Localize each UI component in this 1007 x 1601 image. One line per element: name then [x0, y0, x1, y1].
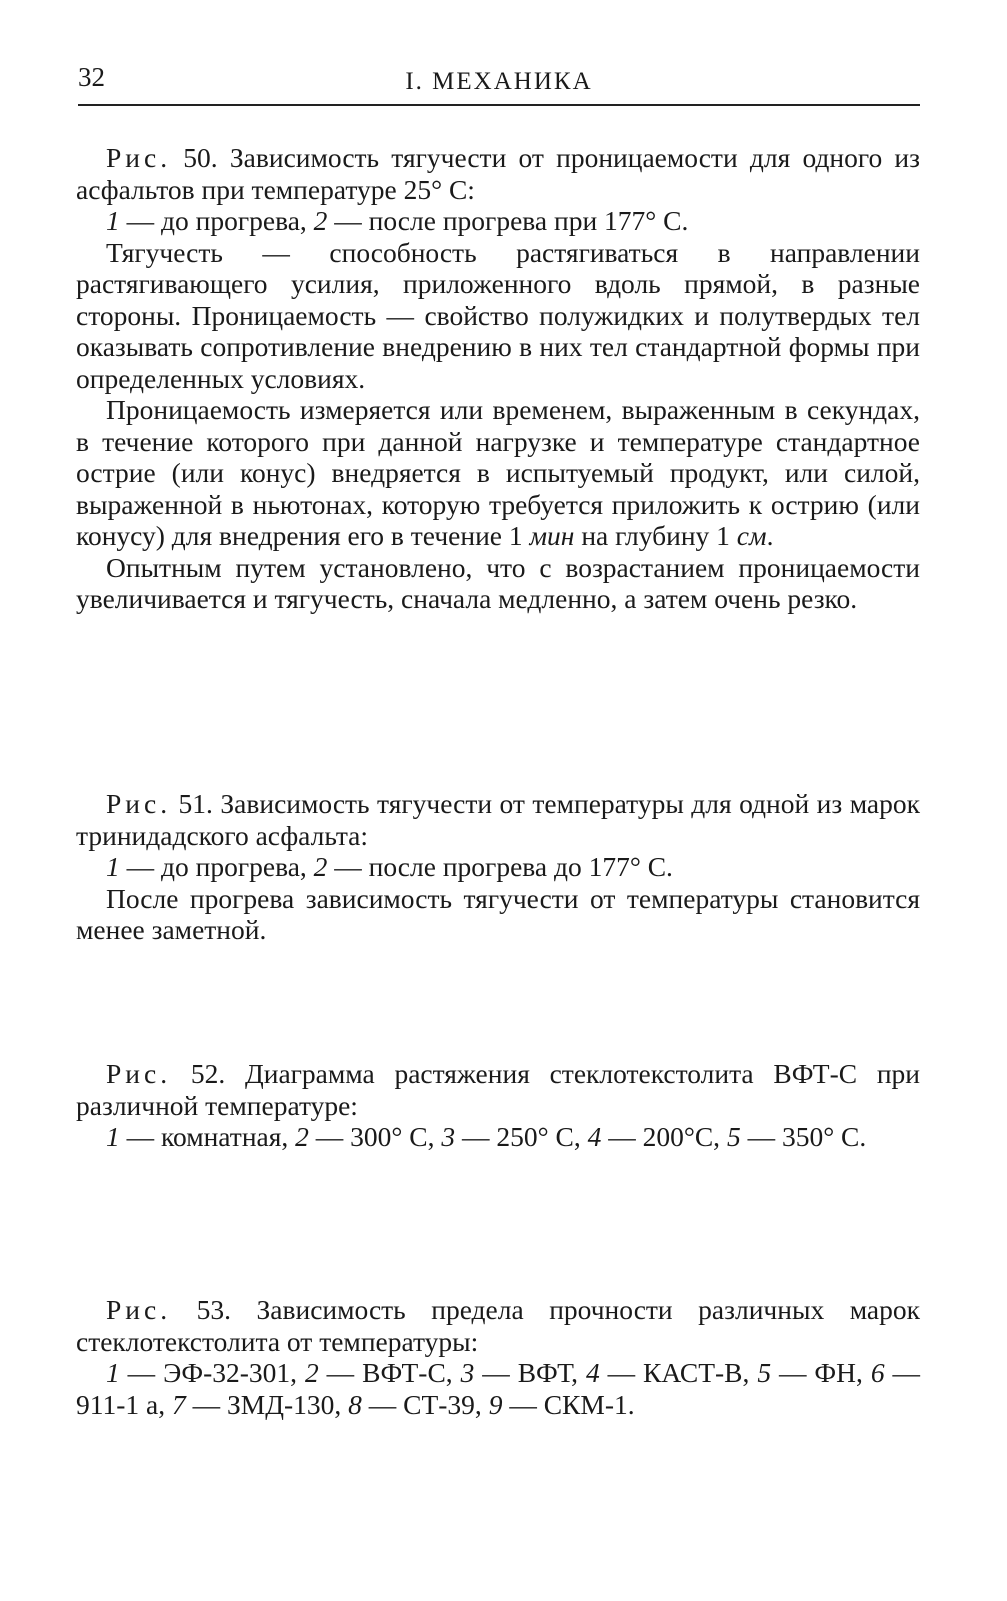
legend-number: 1 [106, 205, 120, 236]
body-paragraph: Тягучесть — способность растягиваться в направлении растягивающего усилия, приложенного вдоль прямой, в разные стороны. Проницаемость — свойство полужидких и полутвердых тел оказывать сопротивление внедрению в них тел стандартной формы при определенных условиях. [76, 236, 920, 394]
legend-text: — до прогрева, [119, 205, 314, 236]
figure-label: Рис. [106, 142, 172, 173]
legend-number: 5 [726, 1121, 741, 1152]
legend-text: — 250° С, [455, 1121, 588, 1152]
legend-number: 7 [171, 1388, 186, 1420]
figure-51-legend [76, 851, 920, 883]
legend-text: — СКМ-1. [502, 1388, 635, 1420]
legend-number: 9 [488, 1388, 503, 1420]
legend-text: — ВФТ-С, [318, 1357, 461, 1388]
legend-number: 4 [585, 1357, 600, 1388]
figure-50-section [76, 142, 920, 615]
legend-text: — КАСТ-В, [599, 1357, 758, 1388]
legend-number: 1 [106, 1121, 120, 1152]
paragraph-text: Проницаемость измеряется или временем, выраженным в секундах, в течение которого при данной нагрузке и температуре стандартное острие (или конус) внедряется в испытуемый продукт, или силой, выраженной в ньютонах, которую требуется приложить к острию (или конусу) для внедрения его в течение 1 [76, 394, 920, 551]
unit-min: мин [529, 520, 575, 551]
legend-number: 5 [757, 1357, 772, 1388]
figure-label: Рис. [106, 788, 172, 819]
caption-text: 51. Зависимость тягучести от температуры для одной из марок тринидадского асфальта: [76, 788, 920, 851]
figure-51-caption [76, 788, 920, 851]
legend-number: 4 [587, 1121, 602, 1152]
legend-text: — до прогрева, [119, 851, 314, 882]
body-paragraph [76, 394, 920, 552]
legend-text: — ФН, [771, 1357, 871, 1388]
paragraph-text: на глубину 1 [574, 520, 737, 551]
legend-number: 8 [348, 1388, 362, 1420]
legend-text: — ВФТ, [474, 1357, 586, 1388]
legend-text: — ЭФ-32-301, [119, 1357, 305, 1388]
caption-text: 52. Диаграмма растяжения стеклотекстолита ВФТ-С при различной температуре: [76, 1058, 920, 1121]
legend-number: 2 [305, 1357, 319, 1388]
figure-52-caption [76, 1058, 920, 1121]
legend-text: — ЗМД-130, [185, 1388, 349, 1420]
legend-number: 6 [870, 1357, 885, 1388]
figure-50-legend [76, 205, 920, 237]
legend-text: — 350° С. [740, 1121, 867, 1152]
body-paragraph: Опытным путем установлено, что с возрастанием проницаемости увеличивается и тягучесть, сначала медленно, а затем очень резко. [76, 551, 920, 614]
legend-number: 1 [106, 851, 120, 882]
figure-52-legend [76, 1121, 920, 1153]
caption-text: 53. Зависимость предела прочности различных марок стеклотекстолита от температуры: [76, 1294, 920, 1357]
unit-cm: см [736, 520, 767, 551]
legend-number: 2 [313, 851, 328, 882]
figure-51-section [76, 788, 920, 946]
legend-text: — комнатная, [119, 1121, 296, 1152]
running-head: I. МЕХАНИКА [405, 68, 593, 95]
page-header [78, 62, 920, 106]
legend-text: — 200°С, [601, 1121, 727, 1152]
body-paragraph: После прогрева зависимость тягучести от температуры становится менее заметной. [76, 882, 920, 945]
figure-label: Рис. [106, 1294, 172, 1325]
legend-text: — после прогрева до 177° С. [327, 851, 673, 882]
legend-text: — 911-1 а, [76, 1357, 921, 1420]
figure-53-legend [76, 1357, 920, 1420]
legend-text: — после прогрева при 177° С. [327, 205, 689, 236]
legend-number: 1 [106, 1357, 120, 1388]
figure-label: Рис. [106, 1058, 172, 1089]
legend-number: 2 [313, 205, 328, 236]
figure-53-section [76, 1294, 920, 1420]
page-number: 32 [78, 62, 105, 92]
legend-number: 3 [460, 1357, 475, 1388]
caption-text: 50. Зависимость тягучести от проницаемости для одного из асфальтов при температуре 25° С: [76, 142, 920, 205]
legend-number: 2 [295, 1121, 309, 1152]
figure-53-caption [76, 1294, 920, 1357]
legend-text: — 300° С, [308, 1121, 442, 1152]
legend-text: — СТ-39, [361, 1388, 489, 1420]
paragraph-text: . [766, 520, 774, 551]
legend-number: 3 [441, 1121, 456, 1152]
figure-52-section [76, 1058, 920, 1153]
figure-50-caption [76, 142, 920, 205]
